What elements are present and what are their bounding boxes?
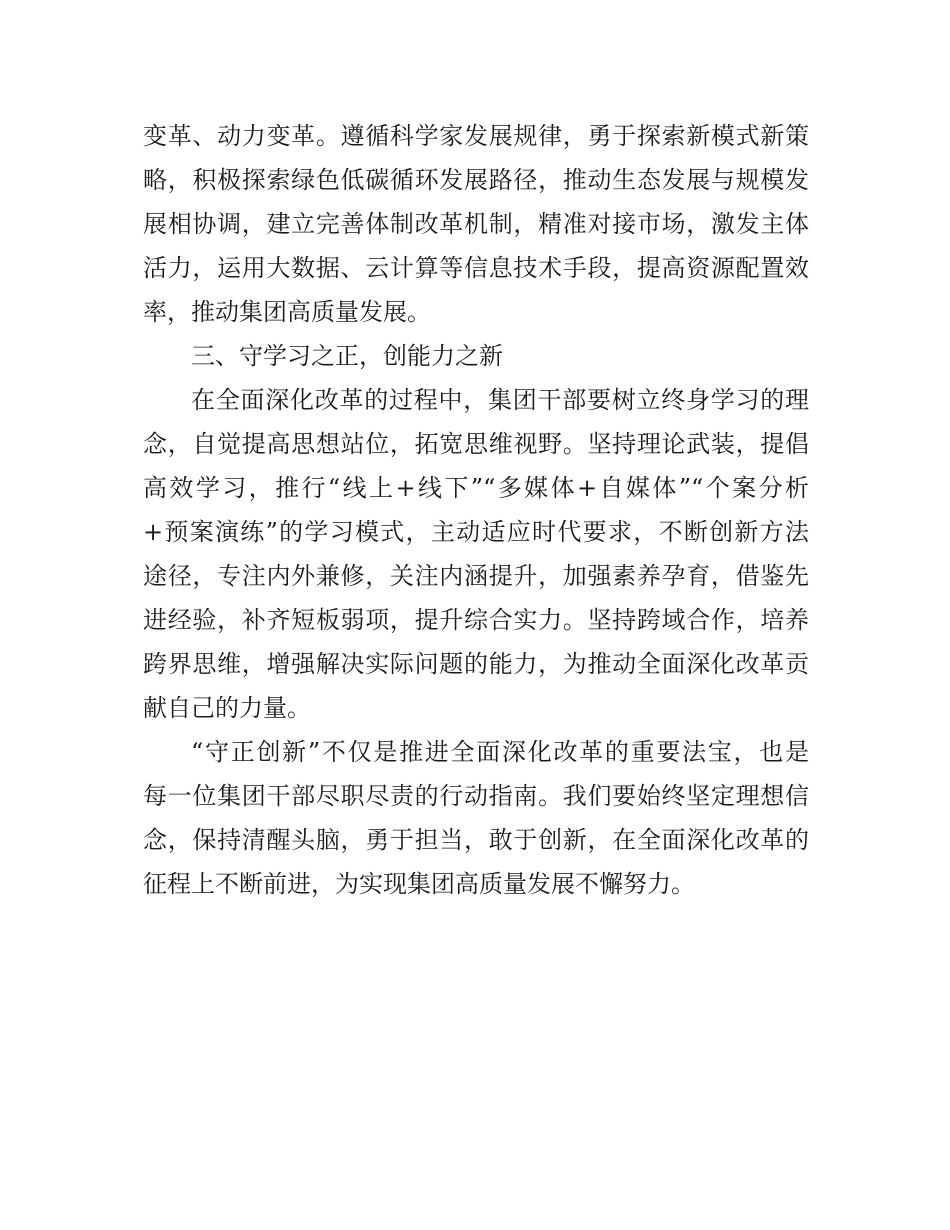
text-line: 略，积极探索绿色低碳循环发展路径，推动生态发展与规模发 — [143, 166, 809, 194]
document-body — [143, 114, 809, 906]
text-line: “守正创新”不仅是推进全面深化改革的重要法宝，也是 — [191, 738, 809, 766]
text-line: 率，推动集团高质量发展。 — [143, 298, 431, 326]
text-line: 活力，运用大数据、云计算等信息技术手段，提高资源配置效 — [143, 254, 809, 282]
text-line: 变革、动力变革。遵循科学家发展规律，勇于探索新模式新策 — [143, 122, 809, 150]
text-line: 每一位集团干部尽职尽责的行动指南。我们要始终坚定理想信 — [143, 782, 809, 810]
text-line: 展相协调，建立完善体制改革机制，精准对接市场，激发主体 — [143, 210, 809, 238]
text-line: 念，保持清醒头脑，勇于担当，敢于创新，在全面深化改革的 — [143, 826, 809, 854]
text-line: 跨界思维，增强解决实际问题的能力，为推动全面深化改革贡 — [143, 650, 809, 678]
text-line: 在全面深化改革的过程中，集团干部要树立终身学习的理 — [191, 386, 809, 414]
text-line: 进经验，补齐短板弱项，提升综合实力。坚持跨域合作，培养 — [143, 606, 809, 634]
text-line: 征程上不断前进，为实现集团高质量发展不懈努力。 — [143, 870, 695, 898]
paragraph-3 — [143, 730, 809, 906]
section-heading: 三、守学习之正，创能力之新 — [191, 342, 503, 370]
text-line: 献自己的力量。 — [143, 694, 311, 722]
text-line: 途径，专注内外兼修，关注内涵提升，加强素养孕育，借鉴先 — [143, 562, 809, 590]
text-line: +预案演练”的学习模式，主动适应时代要求，不断创新方法 — [143, 518, 809, 546]
text-line: 念，自觉提高思想站位，拓宽思维视野。坚持理论武装，提倡 — [143, 430, 809, 458]
section-heading-3 — [143, 334, 809, 378]
text-line: 高效学习，推行“线上+线下”“多媒体+自媒体”“个案分析 — [143, 474, 809, 502]
paragraph-2 — [143, 378, 809, 730]
paragraph-1 — [143, 114, 809, 334]
